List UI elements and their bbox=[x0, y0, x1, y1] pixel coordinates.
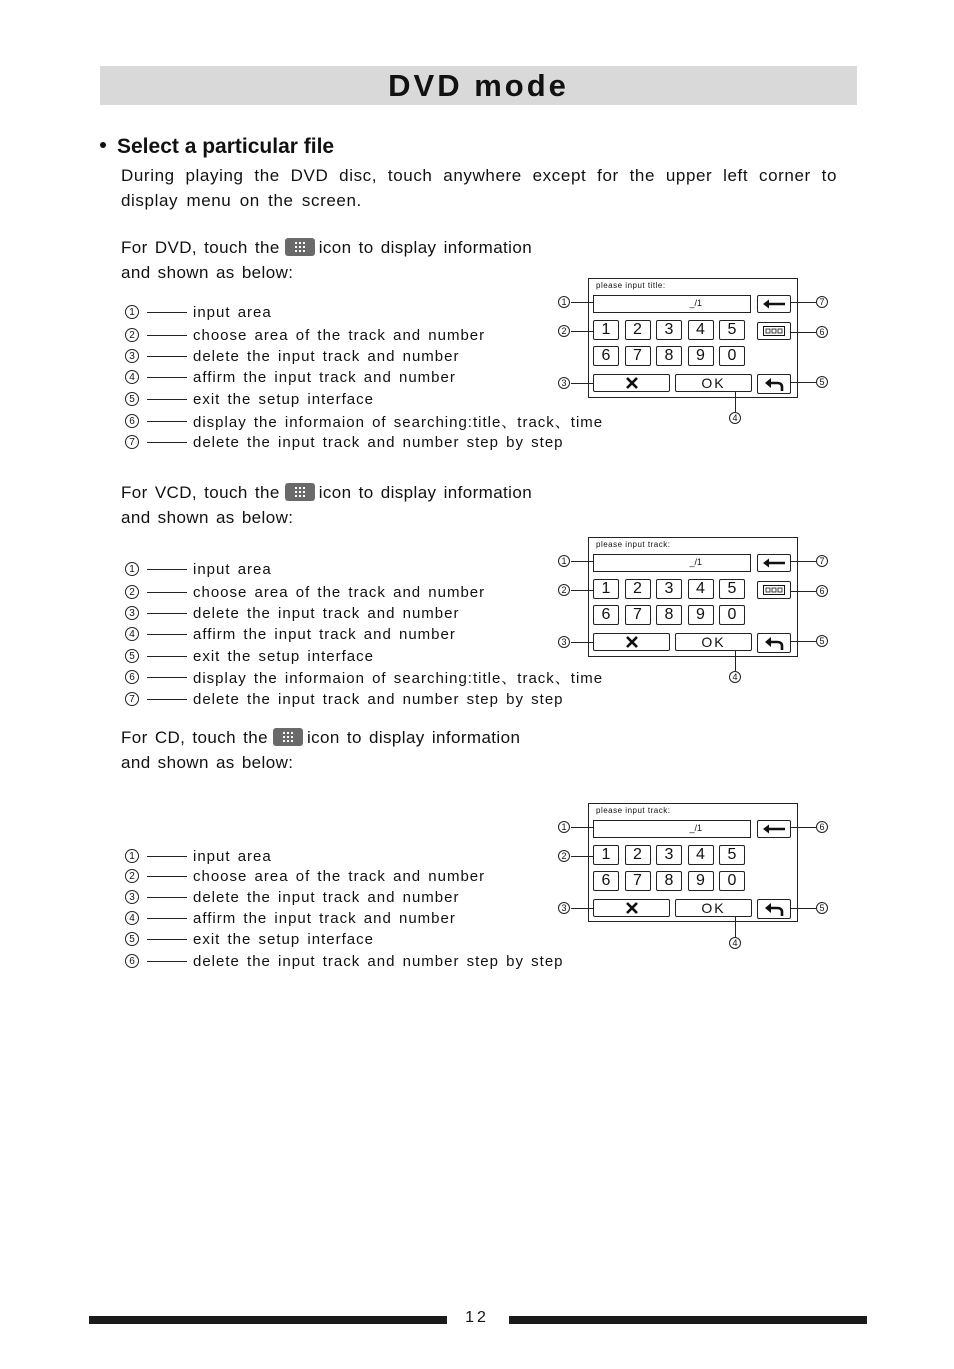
info-button[interactable] bbox=[757, 581, 791, 599]
legend-number: 2 bbox=[125, 869, 139, 883]
legend-text: exit the setup interface bbox=[193, 930, 374, 948]
panel-prompt: please input track: bbox=[596, 540, 671, 549]
legend-number: 2 bbox=[125, 328, 139, 342]
callout-number: 4 bbox=[729, 937, 741, 949]
for-line-prefix: For CD, touch the bbox=[121, 728, 268, 747]
callout-number: 4 bbox=[729, 412, 741, 424]
key-button[interactable]: 3 bbox=[656, 579, 682, 599]
callout-number: 1 bbox=[558, 296, 570, 308]
legend-item bbox=[125, 411, 603, 431]
footer-bar-right bbox=[509, 1316, 867, 1324]
callout-number: 5 bbox=[816, 376, 828, 388]
callout-line bbox=[735, 392, 736, 412]
leader-line bbox=[147, 312, 187, 313]
menu-grid-icon bbox=[285, 483, 315, 501]
for-line-suffix: icon to display information bbox=[318, 483, 533, 502]
legend-item bbox=[125, 582, 485, 602]
for-line-1 bbox=[121, 480, 532, 530]
legend-number: 3 bbox=[125, 890, 139, 904]
for-line-0 bbox=[121, 235, 532, 285]
legend-number: 5 bbox=[125, 392, 139, 406]
callout-number: 1 bbox=[558, 821, 570, 833]
key-button[interactable]: 0 bbox=[719, 605, 745, 625]
delete-button[interactable] bbox=[593, 899, 670, 917]
callout-number: 1 bbox=[558, 555, 570, 567]
key-button[interactable]: 6 bbox=[593, 605, 619, 625]
input-field-value: _/1 bbox=[689, 823, 702, 833]
bullet-icon bbox=[100, 142, 106, 148]
legend-text: display the informaion of searching:title、track、time bbox=[193, 413, 604, 431]
legend-number: 7 bbox=[125, 435, 139, 449]
leader-line bbox=[147, 399, 187, 400]
leader-line bbox=[147, 569, 187, 570]
legend-text: delete the input track and number bbox=[193, 604, 460, 622]
callout-line bbox=[735, 917, 736, 937]
leader-line bbox=[147, 939, 187, 940]
legend-text: affirm the input track and number bbox=[193, 625, 456, 643]
leader-line bbox=[147, 377, 187, 378]
callout-number: 6 bbox=[816, 326, 828, 338]
delete-button[interactable] bbox=[593, 374, 670, 392]
info-button[interactable] bbox=[757, 322, 791, 340]
key-button[interactable]: 1 bbox=[593, 320, 619, 340]
panel-prompt: please input title: bbox=[596, 281, 666, 290]
callout-number: 5 bbox=[816, 635, 828, 647]
leader-line bbox=[147, 699, 187, 700]
legend-text: exit the setup interface bbox=[193, 647, 374, 665]
callout-line bbox=[790, 908, 816, 909]
input-field[interactable] bbox=[593, 820, 751, 838]
key-button[interactable]: 8 bbox=[656, 871, 682, 891]
legend-text: affirm the input track and number bbox=[193, 909, 456, 927]
callout-line bbox=[571, 827, 593, 828]
legend-item bbox=[125, 302, 272, 322]
legend-text: exit the setup interface bbox=[193, 390, 374, 408]
section-heading-text: Select a particular file bbox=[117, 135, 335, 158]
leader-line bbox=[147, 918, 187, 919]
legend-item bbox=[125, 432, 564, 452]
panel-prompt: please input track: bbox=[596, 806, 671, 815]
legend-item bbox=[125, 603, 459, 623]
for-line-suffix: icon to display information bbox=[306, 728, 521, 747]
section-heading bbox=[100, 135, 334, 159]
legend-item bbox=[125, 866, 485, 886]
ok-button[interactable]: OK bbox=[675, 633, 752, 651]
callout-number: 3 bbox=[558, 902, 570, 914]
leader-line bbox=[147, 634, 187, 635]
key-button[interactable]: 7 bbox=[625, 871, 651, 891]
callout-number: 4 bbox=[729, 671, 741, 683]
for-line-2 bbox=[121, 725, 520, 775]
legend-item bbox=[125, 346, 459, 366]
key-button[interactable]: 0 bbox=[719, 346, 745, 366]
key-button[interactable]: 7 bbox=[625, 346, 651, 366]
exit-button[interactable] bbox=[757, 899, 791, 919]
arrow-left-icon bbox=[762, 824, 786, 834]
info-display-icon bbox=[763, 326, 785, 336]
legend-item bbox=[125, 367, 456, 387]
key-button[interactable]: 2 bbox=[625, 320, 651, 340]
legend-text: delete the input track and number step by step bbox=[193, 952, 564, 970]
callout-number: 2 bbox=[558, 850, 570, 862]
legend-item bbox=[125, 624, 456, 644]
input-field-value: _/1 bbox=[689, 557, 702, 567]
input-field[interactable] bbox=[593, 554, 751, 572]
input-field[interactable] bbox=[593, 295, 751, 313]
ok-button[interactable]: OK bbox=[675, 899, 752, 917]
leader-line bbox=[147, 656, 187, 657]
for-line-second: and shown as below: bbox=[121, 508, 294, 527]
for-line-second: and shown as below: bbox=[121, 263, 294, 282]
legend-item bbox=[125, 846, 272, 866]
input-panel bbox=[588, 537, 798, 657]
key-button[interactable]: 4 bbox=[688, 320, 714, 340]
legend-number: 5 bbox=[125, 649, 139, 663]
key-button[interactable]: 4 bbox=[688, 845, 714, 865]
key-button[interactable]: 5 bbox=[719, 579, 745, 599]
arrow-left-icon bbox=[762, 299, 786, 309]
legend-number: 2 bbox=[125, 585, 139, 599]
leader-line bbox=[147, 613, 187, 614]
legend-number: 6 bbox=[125, 414, 139, 428]
legend-number: 4 bbox=[125, 627, 139, 641]
legend-number: 1 bbox=[125, 849, 139, 863]
input-field-value: _/1 bbox=[689, 298, 702, 308]
legend-text: choose area of the track and number bbox=[193, 326, 486, 344]
menu-grid-icon bbox=[285, 238, 315, 256]
return-arrow-icon bbox=[763, 635, 785, 651]
legend-number: 7 bbox=[125, 692, 139, 706]
key-button[interactable]: 1 bbox=[593, 579, 619, 599]
key-button[interactable]: 9 bbox=[688, 871, 714, 891]
legend-number: 3 bbox=[125, 349, 139, 363]
legend-text: delete the input track and number step by step bbox=[193, 690, 564, 708]
legend-text: delete the input track and number bbox=[193, 888, 460, 906]
legend-item bbox=[125, 689, 564, 709]
callout-line bbox=[735, 651, 736, 671]
for-line-prefix: For DVD, touch the bbox=[121, 238, 280, 257]
leader-line bbox=[147, 897, 187, 898]
legend-text: delete the input track and number step by step bbox=[193, 433, 564, 451]
callout-number: 6 bbox=[816, 821, 828, 833]
input-panel bbox=[588, 803, 798, 922]
key-button[interactable]: 5 bbox=[719, 320, 745, 340]
page-number: 12 bbox=[465, 1309, 489, 1326]
backspace-button[interactable] bbox=[757, 820, 791, 838]
callout-line bbox=[790, 641, 816, 642]
legend-number: 1 bbox=[125, 305, 139, 319]
leader-line bbox=[147, 356, 187, 357]
legend-text: input area bbox=[193, 847, 272, 865]
info-display-icon bbox=[763, 585, 785, 595]
key-button[interactable]: 8 bbox=[656, 346, 682, 366]
callout-number: 7 bbox=[816, 296, 828, 308]
page-title: DVD mode bbox=[388, 67, 569, 103]
legend-number: 6 bbox=[125, 670, 139, 684]
callout-number: 3 bbox=[558, 636, 570, 648]
exit-button[interactable] bbox=[757, 633, 791, 653]
legend-text: choose area of the track and number bbox=[193, 867, 486, 885]
ok-button[interactable]: OK bbox=[675, 374, 752, 392]
key-button[interactable]: 3 bbox=[656, 320, 682, 340]
input-panel bbox=[588, 278, 798, 398]
callout-line bbox=[790, 561, 816, 562]
key-button[interactable]: 7 bbox=[625, 605, 651, 625]
callout-number: 2 bbox=[558, 325, 570, 337]
callout-line bbox=[571, 383, 593, 384]
for-line-prefix: For VCD, touch the bbox=[121, 483, 280, 502]
legend-number: 4 bbox=[125, 911, 139, 925]
key-button[interactable]: 8 bbox=[656, 605, 682, 625]
key-button[interactable]: 9 bbox=[688, 346, 714, 366]
callout-line bbox=[790, 382, 816, 383]
legend-item bbox=[125, 325, 485, 345]
legend-item bbox=[125, 389, 374, 409]
leader-line bbox=[147, 961, 187, 962]
key-button[interactable]: 2 bbox=[625, 845, 651, 865]
key-button[interactable]: 6 bbox=[593, 871, 619, 891]
callout-number: 7 bbox=[816, 555, 828, 567]
leader-line bbox=[147, 592, 187, 593]
callout-line bbox=[571, 561, 593, 562]
callout-line bbox=[790, 827, 816, 828]
callout-line bbox=[571, 908, 593, 909]
legend-number: 4 bbox=[125, 370, 139, 384]
key-button[interactable]: 5 bbox=[719, 845, 745, 865]
delete-button[interactable] bbox=[593, 633, 670, 651]
arrow-left-icon bbox=[762, 558, 786, 568]
legend-item bbox=[125, 929, 374, 949]
for-line-suffix: icon to display information bbox=[318, 238, 533, 257]
legend-text: input area bbox=[193, 560, 272, 578]
close-x-icon bbox=[625, 635, 639, 649]
callout-line bbox=[571, 642, 593, 643]
page-title-bar bbox=[100, 66, 857, 105]
intro-paragraph: During playing the DVD disc, touch anywhere except for the upper left corner to display menu on the screen. bbox=[121, 166, 837, 210]
callout-line bbox=[571, 856, 593, 857]
legend-text: display the informaion of searching:title、track、time bbox=[193, 669, 604, 687]
close-x-icon bbox=[625, 376, 639, 390]
leader-line bbox=[147, 421, 187, 422]
legend-number: 3 bbox=[125, 606, 139, 620]
callout-line bbox=[571, 590, 593, 591]
legend-number: 1 bbox=[125, 562, 139, 576]
legend-text: delete the input track and number bbox=[193, 347, 460, 365]
callout-line bbox=[571, 331, 593, 332]
key-button[interactable]: 2 bbox=[625, 579, 651, 599]
legend-item bbox=[125, 951, 564, 971]
leader-line bbox=[147, 856, 187, 857]
key-button[interactable]: 4 bbox=[688, 579, 714, 599]
menu-grid-icon bbox=[273, 728, 303, 746]
callout-line bbox=[790, 302, 816, 303]
key-button[interactable]: 0 bbox=[719, 871, 745, 891]
callout-line bbox=[571, 302, 593, 303]
leader-line bbox=[147, 335, 187, 336]
callout-line bbox=[790, 591, 816, 592]
exit-button[interactable] bbox=[757, 374, 791, 394]
footer-bar-left bbox=[89, 1316, 447, 1324]
key-button[interactable]: 6 bbox=[593, 346, 619, 366]
callout-number: 3 bbox=[558, 377, 570, 389]
callout-number: 2 bbox=[558, 584, 570, 596]
legend-item bbox=[125, 908, 456, 928]
return-arrow-icon bbox=[763, 901, 785, 917]
close-x-icon bbox=[625, 901, 639, 915]
callout-number: 6 bbox=[816, 585, 828, 597]
legend-text: affirm the input track and number bbox=[193, 368, 456, 386]
key-button[interactable]: 3 bbox=[656, 845, 682, 865]
legend-item bbox=[125, 667, 603, 687]
leader-line bbox=[147, 677, 187, 678]
callout-line bbox=[790, 332, 816, 333]
legend-item bbox=[125, 559, 272, 579]
key-button[interactable]: 1 bbox=[593, 845, 619, 865]
legend-text: input area bbox=[193, 303, 272, 321]
return-arrow-icon bbox=[763, 376, 785, 392]
legend-text: choose area of the track and number bbox=[193, 583, 486, 601]
leader-line bbox=[147, 442, 187, 443]
legend-item bbox=[125, 887, 459, 907]
for-line-second: and shown as below: bbox=[121, 753, 294, 772]
legend-number: 6 bbox=[125, 954, 139, 968]
leader-line bbox=[147, 876, 187, 877]
backspace-button[interactable] bbox=[757, 295, 791, 313]
key-button[interactable]: 9 bbox=[688, 605, 714, 625]
legend-item bbox=[125, 646, 374, 666]
callout-number: 5 bbox=[816, 902, 828, 914]
backspace-button[interactable] bbox=[757, 554, 791, 572]
legend-number: 5 bbox=[125, 932, 139, 946]
